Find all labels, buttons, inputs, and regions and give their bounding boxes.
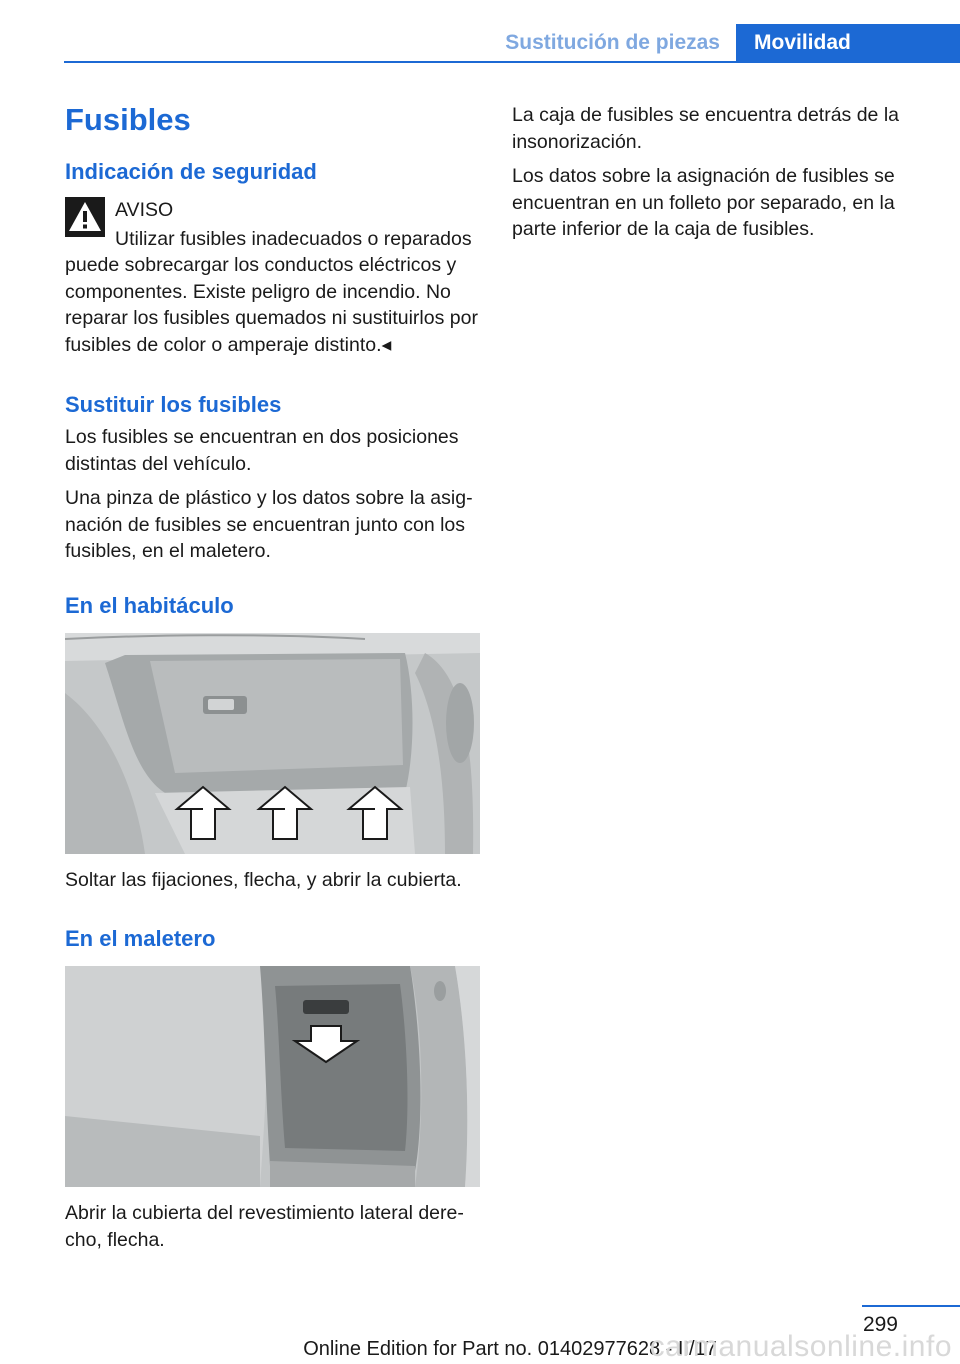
- header-chapter-tab: Movilidad: [736, 24, 960, 61]
- safety-heading: Indicación de seguridad: [65, 159, 317, 184]
- replace-paragraph-1: Los fusibles se encuentran en dos posiciones distintas del vehículo.: [65, 426, 459, 475]
- footer-edition: Online Edition for Part no. 01402977628 - II/17: [303, 1338, 717, 1360]
- page-title: Fusibles: [65, 102, 191, 137]
- header-rule: [64, 61, 960, 63]
- footer-rule: [862, 1305, 960, 1307]
- trunk-caption: Abrir la cubierta del revestimiento lateral dere-cho, flecha.: [65, 1202, 464, 1251]
- warning-triangle-icon: [65, 197, 105, 237]
- left-column: [65, 100, 480, 1253]
- right-paragraph-1: La caja de fusibles se encuentra detrás de la insonorización.: [512, 104, 900, 153]
- warning-label: AVISO: [115, 199, 174, 221]
- header-section-title: Sustitución de piezas: [505, 31, 720, 54]
- page-number: 299: [862, 1313, 898, 1336]
- right-paragraph-2: Los datos sobre la asignación de fusibles se encuentran en un folleto por separado, en la parte inferior de la caja de fusibles.: [512, 165, 895, 240]
- warning-first-line: Utilizar fusibles inadecuados o reparados: [115, 227, 472, 250]
- trunk-cover-illustration: [65, 966, 480, 1187]
- trunk-figure: [65, 966, 480, 1187]
- cabin-figure: [65, 633, 480, 854]
- cabin-glovebox-illustration: [65, 633, 480, 854]
- cabin-heading: En el habitáculo: [65, 592, 234, 618]
- replace-heading: Sustituir los fusibles: [65, 392, 282, 417]
- warning-text: puede sobrecargar los conductos eléctricos y componentes. Existe peligro de incendio. No reparar los fusibles quemados ni sustituirlos por fusibles de color o amperaje distinto.◂: [65, 254, 478, 356]
- trunk-heading: En el maletero: [65, 926, 216, 951]
- right-column: [512, 102, 912, 243]
- replace-paragraph-2: Una pinza de plástico y los datos sobre la asig-nación de fusibles se encuentran junto con los fusibles, en el maletero.: [65, 487, 473, 562]
- cabin-caption: Soltar las fijaciones, flecha, y abrir la cubierta.: [65, 868, 462, 891]
- warning-block: [65, 197, 480, 358]
- watermark: carmanualsonline.info: [649, 1330, 952, 1363]
